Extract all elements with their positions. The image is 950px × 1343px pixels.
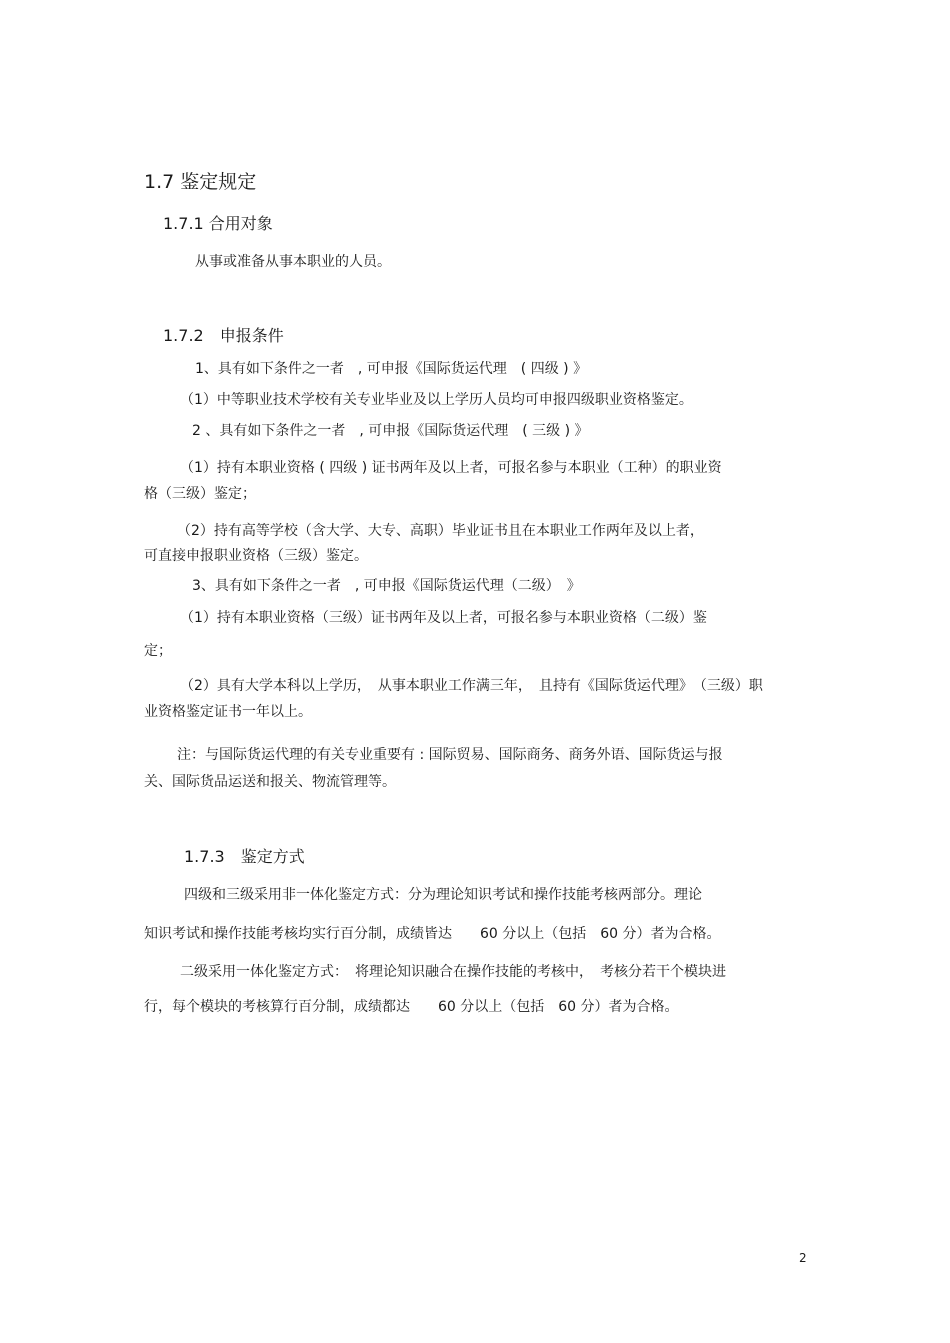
- condition-level2-item2-line2: 业资格鉴定证书一年以上。: [144, 704, 312, 720]
- page-number: 2: [799, 1251, 807, 1265]
- condition-level3-item1-line1: （1）持有本职业资格 ( 四级 ) 证书两年及以上者，可报名参与本职业（工种）的职业资: [180, 460, 722, 476]
- note-line2: 关、国际货品运送和报关、物流管理等。: [144, 774, 396, 790]
- subsection-heading-applicable: 1.7.1 合用对象: [163, 214, 273, 233]
- condition-level4-item1: （1）中等职业技术学校有关专业毕业及以上学历人员均可申报四级职业资格鉴定。: [180, 392, 693, 408]
- condition-level3-item1-line2: 格（三级）鉴定；: [144, 486, 256, 502]
- subsection-heading-method: 1.7.3 鉴定方式: [184, 847, 305, 866]
- condition-level4-heading: 1、具有如下条件之一者 , 可申报《国际货运代理 ( 四级 ) 》: [195, 361, 588, 377]
- method-p2-line1: 二级采用一体化鉴定方式： 将理论知识融合在操作技能的考核中， 考核分若干个模块进: [180, 964, 726, 980]
- method-p1-line1: 四级和三级采用非一体化鉴定方式：分为理论知识考试和操作技能考核两部分。理论: [184, 887, 702, 903]
- method-p1-line2: 知识考试和操作技能考核均实行百分制，成绩皆达 60 分以上（包括 60 分）者为合格。: [144, 926, 721, 942]
- paragraph-applicable: 从事或准备从事本职业的人员。: [195, 254, 391, 270]
- condition-level3-item2-line1: （2）持有高等学校（含大学、大专、高职）毕业证书且在本职业工作两年及以上者，: [177, 523, 704, 539]
- condition-level2-item2-line1: （2）具有大学本科以上学历， 从事本职业工作满三年， 且持有《国际货运代理》 （三级）职: [180, 678, 763, 694]
- condition-level3-item2-line2: 可直接申报职业资格（三级）鉴定。: [144, 548, 368, 564]
- condition-level2-item1-line1: （1）持有本职业资格（三级）证书两年及以上者，可报名参与本职业资格（二级）鉴: [180, 610, 707, 626]
- note-line1: 注：与国际货运代理的有关专业重要有 : 国际贸易、国际商务、商务外语、国际货运与报: [177, 747, 723, 763]
- section-heading: 1.7 鉴定规定: [144, 171, 257, 193]
- subsection-heading-conditions: 1.7.2 申报条件: [163, 326, 284, 345]
- method-p2-line2: 行，每个模块的考核算行百分制，成绩都达 60 分以上（包括 60 分）者为合格。: [144, 999, 679, 1015]
- condition-level2-heading: 3、具有如下条件之一者 , 可申报《国际货运代理（二级） 》: [192, 578, 581, 594]
- condition-level2-item1-line2: 定；: [144, 643, 172, 659]
- condition-level3-heading: 2 、具有如下条件之一者 , 可申报《国际货运代理 ( 三级 ) 》: [192, 423, 589, 439]
